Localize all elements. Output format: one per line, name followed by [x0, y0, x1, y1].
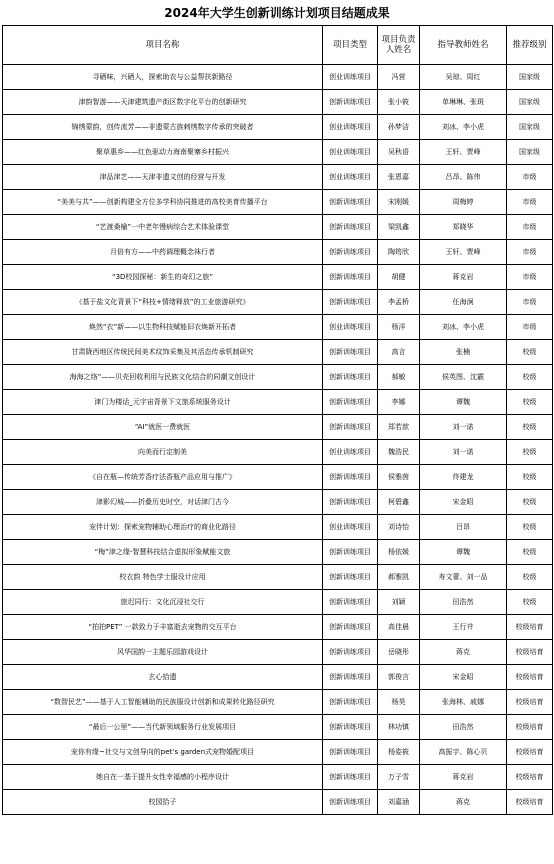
cell-project-name: 聚草惠乡——红色驱动力海南聚寨乡村振兴: [3, 140, 323, 165]
table-row: [3, 665, 553, 690]
cell-project-type: 创业训练项目: [323, 315, 378, 340]
cell-level: 校级: [507, 565, 553, 590]
cell-project-name: 宠你有缘~社交与文创导向的pet’s garden式宠物婚配项目: [3, 740, 323, 765]
cell-leader: 万子雪: [378, 765, 420, 790]
cell-leader: 李孟桥: [378, 290, 420, 315]
cell-level: 校级: [507, 390, 553, 415]
cell-teacher: 吴琼、周红: [420, 65, 507, 90]
cell-project-name: “艺渡桑榆”一中老年慢病综合艺术体验课堂: [3, 215, 323, 240]
table-row: [3, 115, 553, 140]
cell-level: 校级: [507, 515, 553, 540]
cell-teacher: 田浩然: [420, 715, 507, 740]
table-row: [3, 640, 553, 665]
cell-leader: 侯雅茵: [378, 465, 420, 490]
cell-leader: 郑若歆: [378, 415, 420, 440]
cell-project-name: 焕然“衣”新——以生物科技赋能旧衣焕新开拓者: [3, 315, 323, 340]
table-row: [3, 315, 553, 340]
table-row: [3, 565, 553, 590]
cell-leader: 宋刚媛: [378, 190, 420, 215]
cell-leader: 胡健: [378, 265, 420, 290]
cell-project-name: 津影幻城——折叠历史时空，对话津门古今: [3, 490, 323, 515]
cell-project-name: 她自在一基于提升女性幸福感的小程序设计: [3, 765, 323, 790]
cell-project-type: 创新训练项目: [323, 215, 378, 240]
cell-level: 校级培育: [507, 740, 553, 765]
page-title: 2024年大学生创新训练计划项目结题成果: [164, 6, 390, 20]
cell-teacher: 张海林、戚娜: [420, 690, 507, 715]
cell-level: 市级: [507, 215, 553, 240]
cell-teacher: 谭魏: [420, 390, 507, 415]
cell-project-name: 旅迟同行：文化沉浸社交行: [3, 590, 323, 615]
header-type: 项目类型: [323, 26, 378, 65]
cell-level: 市级: [507, 240, 553, 265]
cell-teacher: 宋金昭: [420, 665, 507, 690]
cell-leader: 杨姿筱: [378, 740, 420, 765]
table-row: [3, 540, 553, 565]
cell-level: 校级: [507, 490, 553, 515]
table-row: [3, 165, 553, 190]
cell-level: 市级: [507, 165, 553, 190]
cell-teacher: 刘冰、李小虎: [420, 115, 507, 140]
cell-leader: 郝雅凯: [378, 565, 420, 590]
cell-level: 校级培育: [507, 790, 553, 815]
table-row: [3, 690, 553, 715]
header-leader: 项目负责人姓名: [378, 26, 420, 65]
cell-teacher: 蒋克岩: [420, 765, 507, 790]
cell-project-type: 创业训练项目: [323, 440, 378, 465]
cell-project-name: 玄心拾遗: [3, 665, 323, 690]
cell-project-name: 《基于盐文化背景下“科技+情绪释放”的工业旅游研究》: [3, 290, 323, 315]
table-row: [3, 190, 553, 215]
table-row: [3, 65, 553, 90]
cell-project-type: 创新训练项目: [323, 390, 378, 415]
cell-project-type: 创新训练项目: [323, 615, 378, 640]
cell-level: 校级: [507, 465, 553, 490]
table-row: [3, 240, 553, 265]
cell-level: 校级: [507, 415, 553, 440]
cell-project-name: “最后一公里”——当代新领域服务行业发展项目: [3, 715, 323, 740]
cell-leader: 刘嘉涵: [378, 790, 420, 815]
cell-project-name: 月倍有方——中药调理概念袜行者: [3, 240, 323, 265]
cell-project-type: 创新训练项目: [323, 590, 378, 615]
cell-project-name: 津门为楼话_元宇宙背景下文旅系统服务设计: [3, 390, 323, 415]
cell-teacher: 蒋克: [420, 640, 507, 665]
table-row: [3, 590, 553, 615]
cell-leader: 张恩嘉: [378, 165, 420, 190]
table-row: [3, 465, 553, 490]
cell-teacher: 宋金昭: [420, 490, 507, 515]
cell-project-type: 创业训练项目: [323, 140, 378, 165]
cell-teacher: 蒋克岩: [420, 265, 507, 290]
table-row: [3, 790, 553, 815]
cell-project-name: 《自在瓶—传统芳香疗法香瓶产品应用与推广》: [3, 465, 323, 490]
cell-teacher: 张楠: [420, 340, 507, 365]
cell-level: 校级培育: [507, 665, 553, 690]
cell-leader: 杨洋: [378, 315, 420, 340]
cell-project-type: 创新训练项目: [323, 640, 378, 665]
cell-level: 市级: [507, 290, 553, 315]
cell-project-type: 创新训练项目: [323, 290, 378, 315]
cell-teacher: 单琳琳、张斑: [420, 90, 507, 115]
cell-leader: 杨昊: [378, 690, 420, 715]
cell-teacher: 刘一诺: [420, 440, 507, 465]
cell-project-type: 创新训练项目: [323, 365, 378, 390]
table-row: [3, 415, 553, 440]
cell-project-type: 创新训练项目: [323, 340, 378, 365]
cell-leader: 柯碧鑫: [378, 490, 420, 515]
cell-leader: 杨依媛: [378, 540, 420, 565]
cell-project-type: 创新训练项目: [323, 765, 378, 790]
table-row: [3, 765, 553, 790]
cell-leader: 魏浩民: [378, 440, 420, 465]
header-teacher: 指导教师姓名: [420, 26, 507, 65]
results-table: [2, 25, 553, 815]
cell-project-type: 创新训练项目: [323, 465, 378, 490]
table-row: [3, 740, 553, 765]
cell-teacher: 吕昂、陈伟: [420, 165, 507, 190]
cell-leader: 郭俊言: [378, 665, 420, 690]
cell-level: 校级培育: [507, 715, 553, 740]
cell-teacher: 刘一诺: [420, 415, 507, 440]
cell-project-name: 海海之络”——贝壳回收利用与民族文化结合的同潮文创设计: [3, 365, 323, 390]
table-row: [3, 90, 553, 115]
cell-teacher: 寿文蕾、刘一品: [420, 565, 507, 590]
header-name: 项目名称: [3, 26, 323, 65]
cell-teacher: 王行井: [420, 615, 507, 640]
cell-project-type: 创新训练项目: [323, 265, 378, 290]
cell-teacher: 吕昂: [420, 515, 507, 540]
cell-level: 市级: [507, 265, 553, 290]
cell-project-name: “美美与共”——创新构建全方位多学科协同推进的高校美育传播平台: [3, 190, 323, 215]
cell-project-type: 创新训练项目: [323, 565, 378, 590]
cell-project-type: 创新训练项目: [323, 415, 378, 440]
header-level: 推荐级别: [507, 26, 553, 65]
cell-project-name: 寻硒味，兴硒人，探索助农与公益帮扶新路径: [3, 65, 323, 90]
cell-project-type: 创新训练项目: [323, 240, 378, 265]
cell-project-type: 创业训练项目: [323, 115, 378, 140]
table-row: [3, 215, 553, 240]
cell-level: 市级: [507, 190, 553, 215]
table-row: [3, 340, 553, 365]
table-body: [3, 65, 553, 815]
cell-leader: 高佳晨: [378, 615, 420, 640]
cell-level: 校级: [507, 590, 553, 615]
cell-project-type: 创新训练项目: [323, 490, 378, 515]
cell-project-name: “梅”津之缘-智慧科技结合虚拟形象赋能文旅: [3, 540, 323, 565]
cell-teacher: 高振宇、陈心贝: [420, 740, 507, 765]
cell-leader: 陶筠欣: [378, 240, 420, 265]
cell-level: 国家级: [507, 115, 553, 140]
cell-level: 国家级: [507, 65, 553, 90]
cell-project-name: “AI”就医一费就医: [3, 415, 323, 440]
cell-teacher: 田浩然: [420, 590, 507, 615]
cell-level: 校级培育: [507, 765, 553, 790]
cell-project-name: “3D校园探秘：新生的奇幻之旅”: [3, 265, 323, 290]
cell-leader: 吴秋语: [378, 140, 420, 165]
cell-project-type: 创新训练项目: [323, 690, 378, 715]
cell-teacher: 郑晓华: [420, 215, 507, 240]
cell-project-type: 创新训练项目: [323, 740, 378, 765]
cell-teacher: 王轩、贾峰: [420, 240, 507, 265]
cell-leader: 高言: [378, 340, 420, 365]
cell-project-type: 创新训练项目: [323, 90, 378, 115]
cell-project-type: 创业训练项目: [323, 65, 378, 90]
cell-teacher: 王轩、贾峰: [420, 140, 507, 165]
cell-project-name: 风华国韵一主题乐园游戏设计: [3, 640, 323, 665]
cell-level: 国家级: [507, 140, 553, 165]
cell-leader: 张小筱: [378, 90, 420, 115]
table-row: [3, 490, 553, 515]
cell-project-type: 创业训练项目: [323, 165, 378, 190]
cell-level: 校级: [507, 440, 553, 465]
cell-project-name: 津品津艺——天津非遗文创的经营与开发: [3, 165, 323, 190]
cell-project-name: 校衣韵 特色学士服设计应用: [3, 565, 323, 590]
cell-project-type: 创新训练项目: [323, 715, 378, 740]
table-row: [3, 265, 553, 290]
cell-leader: 刘颖: [378, 590, 420, 615]
table-row: [3, 515, 553, 540]
cell-leader: 刘诗怡: [378, 515, 420, 540]
cell-project-name: 向美而行定制美: [3, 440, 323, 465]
cell-level: 校级: [507, 340, 553, 365]
cell-teacher: 任海涧: [420, 290, 507, 315]
cell-leader: 林功镇: [378, 715, 420, 740]
cell-project-type: 创业训练项目: [323, 515, 378, 540]
cell-project-type: 创新训练项目: [323, 190, 378, 215]
cell-level: 国家级: [507, 90, 553, 115]
table-row: [3, 615, 553, 640]
table-row: [3, 390, 553, 415]
cell-project-type: 创新训练项目: [323, 540, 378, 565]
cell-teacher: 谭魏: [420, 540, 507, 565]
cell-level: 校级: [507, 540, 553, 565]
table-row: [3, 365, 553, 390]
cell-project-type: 创新训练项目: [323, 790, 378, 815]
cell-leader: 梁凯鑫: [378, 215, 420, 240]
cell-leader: 孙梦洁: [378, 115, 420, 140]
cell-level: 校级培育: [507, 690, 553, 715]
cell-leader: 岳晓彤: [378, 640, 420, 665]
cell-project-name: “拍拍PET” 一款致力于丰富逝去宠物的交互平台: [3, 615, 323, 640]
cell-level: 校级培育: [507, 615, 553, 640]
cell-project-name: 甘肃陇西地区传统民间美术纹饰采集及其活态传承机制研究: [3, 340, 323, 365]
cell-level: 校级培育: [507, 640, 553, 665]
table-row: [3, 715, 553, 740]
cell-leader: 郝敏: [378, 365, 420, 390]
table-row: [3, 440, 553, 465]
cell-project-type: 创新训练项目: [323, 665, 378, 690]
cell-project-name: 校园拾子: [3, 790, 323, 815]
cell-leader: 冯营: [378, 65, 420, 90]
cell-teacher: 周梅婷: [420, 190, 507, 215]
cell-project-name: 锦绣蒙韵，创传流芳——非遗蒙古族刺绣数字传承的突破者: [3, 115, 323, 140]
cell-project-name: “数智民艺”——基于人工智能辅助的民族服设计创新和成果转化路径研究: [3, 690, 323, 715]
cell-level: 校级: [507, 365, 553, 390]
table-row: [3, 140, 553, 165]
table-row: [3, 290, 553, 315]
cell-project-name: 津韵智游——天津建筑遗产街区数字化平台的创新研究: [3, 90, 323, 115]
cell-teacher: 侯英图、沈霰: [420, 365, 507, 390]
cell-teacher: 佟建龙: [420, 465, 507, 490]
cell-teacher: 刘冰、李小虎: [420, 315, 507, 340]
header-row: [3, 26, 553, 65]
cell-level: 市级: [507, 315, 553, 340]
cell-project-name: 宠伴计划：探索宠物辅助心理治疗的商业化路径: [3, 515, 323, 540]
cell-teacher: 蒋克: [420, 790, 507, 815]
cell-leader: 李娜: [378, 390, 420, 415]
